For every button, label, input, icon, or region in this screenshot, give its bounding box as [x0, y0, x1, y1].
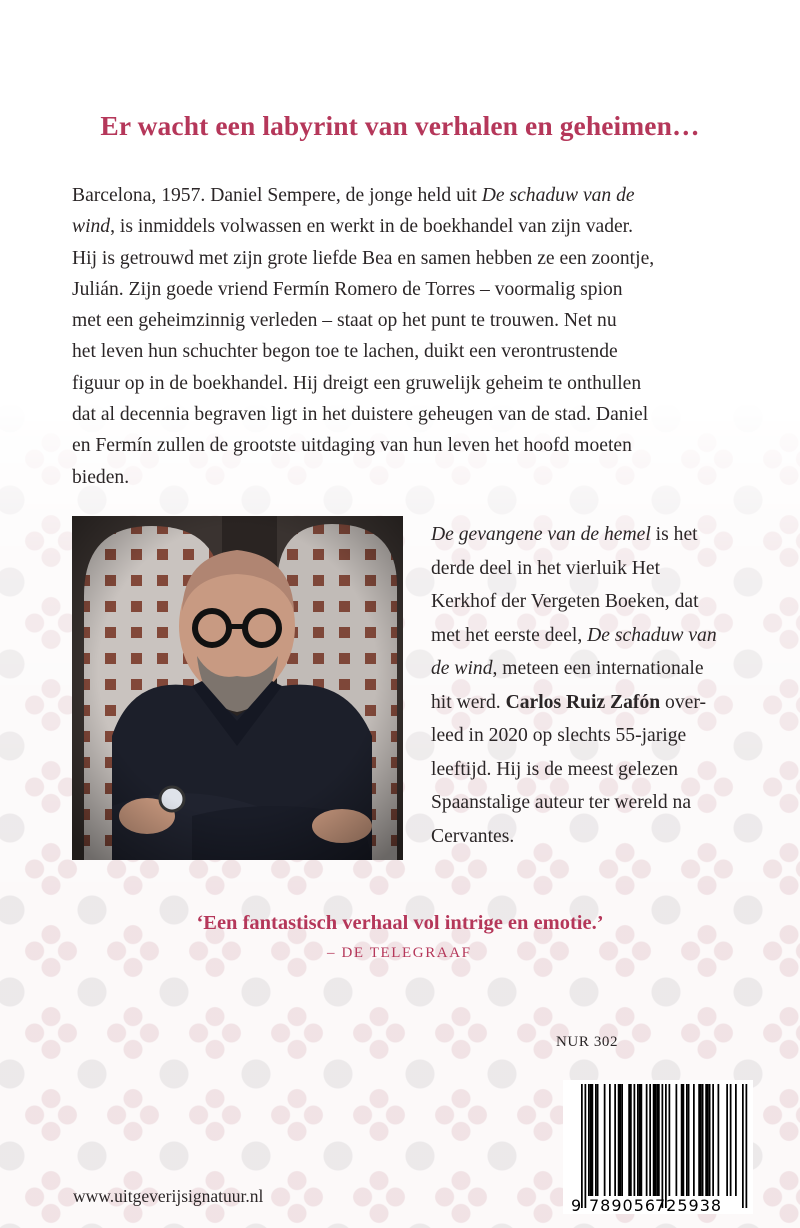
- bio-line: Cervantes.: [431, 825, 515, 847]
- review-source: – DE TELEGRAAF: [327, 945, 472, 961]
- synopsis-line: Barcelona, 1957. Daniel Sempere, de jonge held uit De schaduw van de: [72, 185, 635, 206]
- isbn-barcode: [563, 1080, 753, 1214]
- bio-line: hit werd. Carlos Ruiz Zafón over-: [431, 691, 707, 713]
- barcode-right-digits: 725938: [655, 1196, 723, 1214]
- nur-code: NUR 302: [556, 1034, 619, 1050]
- synopsis-line: wind, is inmiddels volwassen en werkt in de boekhandel van zijn vader.: [72, 216, 634, 238]
- review-quote: ‘Een fantastisch verhaal vol intrige en emotie.’: [196, 912, 604, 934]
- synopsis-line: en Fermín zullen de grootste uitdaging van hun leven het hoofd moeten: [72, 435, 632, 457]
- synopsis-line: figuur op in de boekhandel. Hij dreigt een gruwelijk geheim te onthullen: [72, 372, 642, 394]
- bio-line: leeftijd. Hij is de meest gelezen: [431, 758, 679, 780]
- headline: Er wacht een labyrint van verhalen en geheimen…: [100, 110, 700, 141]
- synopsis-line: dat al decennia begraven ligt in het duistere geheugen van de stad. Daniel: [72, 404, 649, 426]
- synopsis-line: bieden.: [72, 466, 130, 488]
- barcode-first-digit: 9: [571, 1196, 582, 1214]
- bio-line: derde deel in het vierluik Het: [431, 557, 661, 579]
- bio-line: met het eerste deel, De schaduw van: [431, 624, 717, 646]
- synopsis-line: Julián. Zijn goede vriend Fermín Romero de Torres – voormalig spion: [72, 278, 623, 300]
- book-title-italic: De schaduw van: [587, 624, 717, 646]
- author-name: Carlos Ruiz Zafón: [505, 691, 661, 713]
- synopsis-line: Hij is getrouwd met zijn grote liefde Bea en samen hebben ze een zoontje,: [72, 247, 655, 269]
- synopsis: [72, 180, 742, 493]
- book-title-italic: De schaduw van de: [481, 185, 635, 206]
- book-title-italic: De gevangene van de hemel: [431, 524, 651, 545]
- book-title-italic: wind: [72, 216, 111, 238]
- bio-line: De gevangene van de hemel is het: [431, 524, 698, 545]
- bio-line: de wind, meteen een internationale: [431, 658, 704, 679]
- author-bio: [431, 518, 781, 853]
- synopsis-line: met een geheimzinnig verleden – staat op het punt te trouwen. Net nu: [72, 310, 617, 332]
- bio-line: Kerkhof der Vergeten Boeken, dat: [431, 591, 699, 612]
- bio-line: Spaanstalige auteur ter wereld na: [431, 792, 692, 813]
- synopsis-line: het leven hun schuchter begon toe te lachen, duikt een verontrustende: [72, 341, 618, 363]
- author-photo: [72, 516, 403, 860]
- barcode-left-digits: 789056: [589, 1196, 657, 1214]
- book-title-italic: de wind: [431, 658, 493, 679]
- publisher-website[interactable]: www.uitgeverijsignatuur.nl: [73, 1186, 264, 1206]
- bio-line: leed in 2020 op slechts 55-jarige: [431, 725, 687, 746]
